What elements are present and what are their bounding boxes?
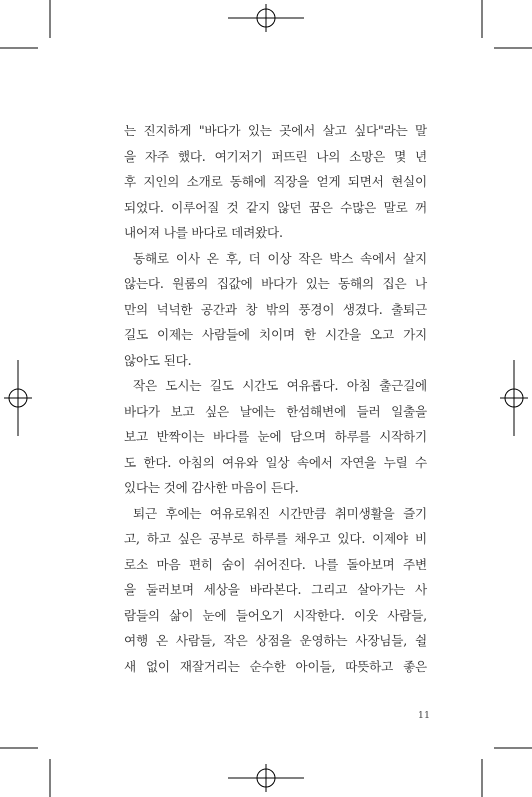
body-text <box>124 118 427 679</box>
registration-mark-top <box>228 4 304 32</box>
text-line: 고, 하고 싶은 공부로 하루를 채우고 있다. 이제야 비 <box>124 531 427 546</box>
text-line: 후 지인의 소개로 동해에 직장을 얻게 되면서 현실이 <box>124 174 427 189</box>
text-line: 로소 마음 편히 숨이 쉬어진다. 나를 돌아보며 주변 <box>124 556 427 572</box>
text-line: 을 둘러보며 세상을 바라본다. 그리고 살아가는 사 <box>124 582 427 597</box>
registration-mark-bottom <box>228 764 304 792</box>
text-line: 바다가 보고 싶은 날에는 한섬해변에 들러 일출을 <box>124 403 427 419</box>
text-line: 않는다. 원룸의 집값에 바다가 있는 동해의 집은 나 <box>124 276 427 291</box>
text-line: 을 자주 했다. 여기저기 퍼뜨린 나의 소망은 몇 년 <box>124 148 427 164</box>
text-line: 는 진지하게 "바다가 있는 곳에서 살고 싶다"라는 말 <box>124 123 427 138</box>
text-line: 있다는 것에 감사한 마음이 든다. <box>124 480 299 495</box>
text-line: 도 한다. 아침의 여유와 일상 속에서 자연을 누릴 수 <box>124 454 427 470</box>
text-line: 작은 도시는 길도 시간도 여유롭다. 아침 출근길에 <box>133 378 427 393</box>
text-line: 길도 이제는 사람들에 치이며 한 시간을 오고 가지 <box>124 327 427 342</box>
text-line: 되었다. 이루어질 것 같지 않던 꿈은 수많은 말로 꺼 <box>124 199 427 215</box>
registration-mark-left <box>4 360 32 436</box>
text-line: 여행 온 사람들, 작은 상점을 운영하는 사장님들, 쉴 <box>124 633 427 648</box>
text-line: 않아도 된다. <box>124 352 192 368</box>
text-line: 퇴근 후에는 여유로워진 시간만큼 취미생활을 즐기 <box>133 505 427 521</box>
text-line: 동해로 이사 온 후, 더 이상 작은 박스 속에서 살지 <box>133 250 427 266</box>
registration-mark-right <box>500 360 528 436</box>
text-line: 새 없이 재잘거리는 순수한 아이들, 따뜻하고 좋은 <box>124 658 427 674</box>
text-line: 만의 넉넉한 공간과 창 밖의 풍경이 생겼다. 출퇴근 <box>124 301 427 317</box>
page-number: 11 <box>417 710 430 721</box>
text-line: 보고 반짝이는 바다를 눈에 담으며 하루를 시작하기 <box>124 429 427 444</box>
text-line: 내어져 나를 바다로 데려왔다. <box>124 225 283 240</box>
text-line: 람들의 삶이 눈에 들어오기 시작한다. 이웃 사람들, <box>124 607 427 623</box>
